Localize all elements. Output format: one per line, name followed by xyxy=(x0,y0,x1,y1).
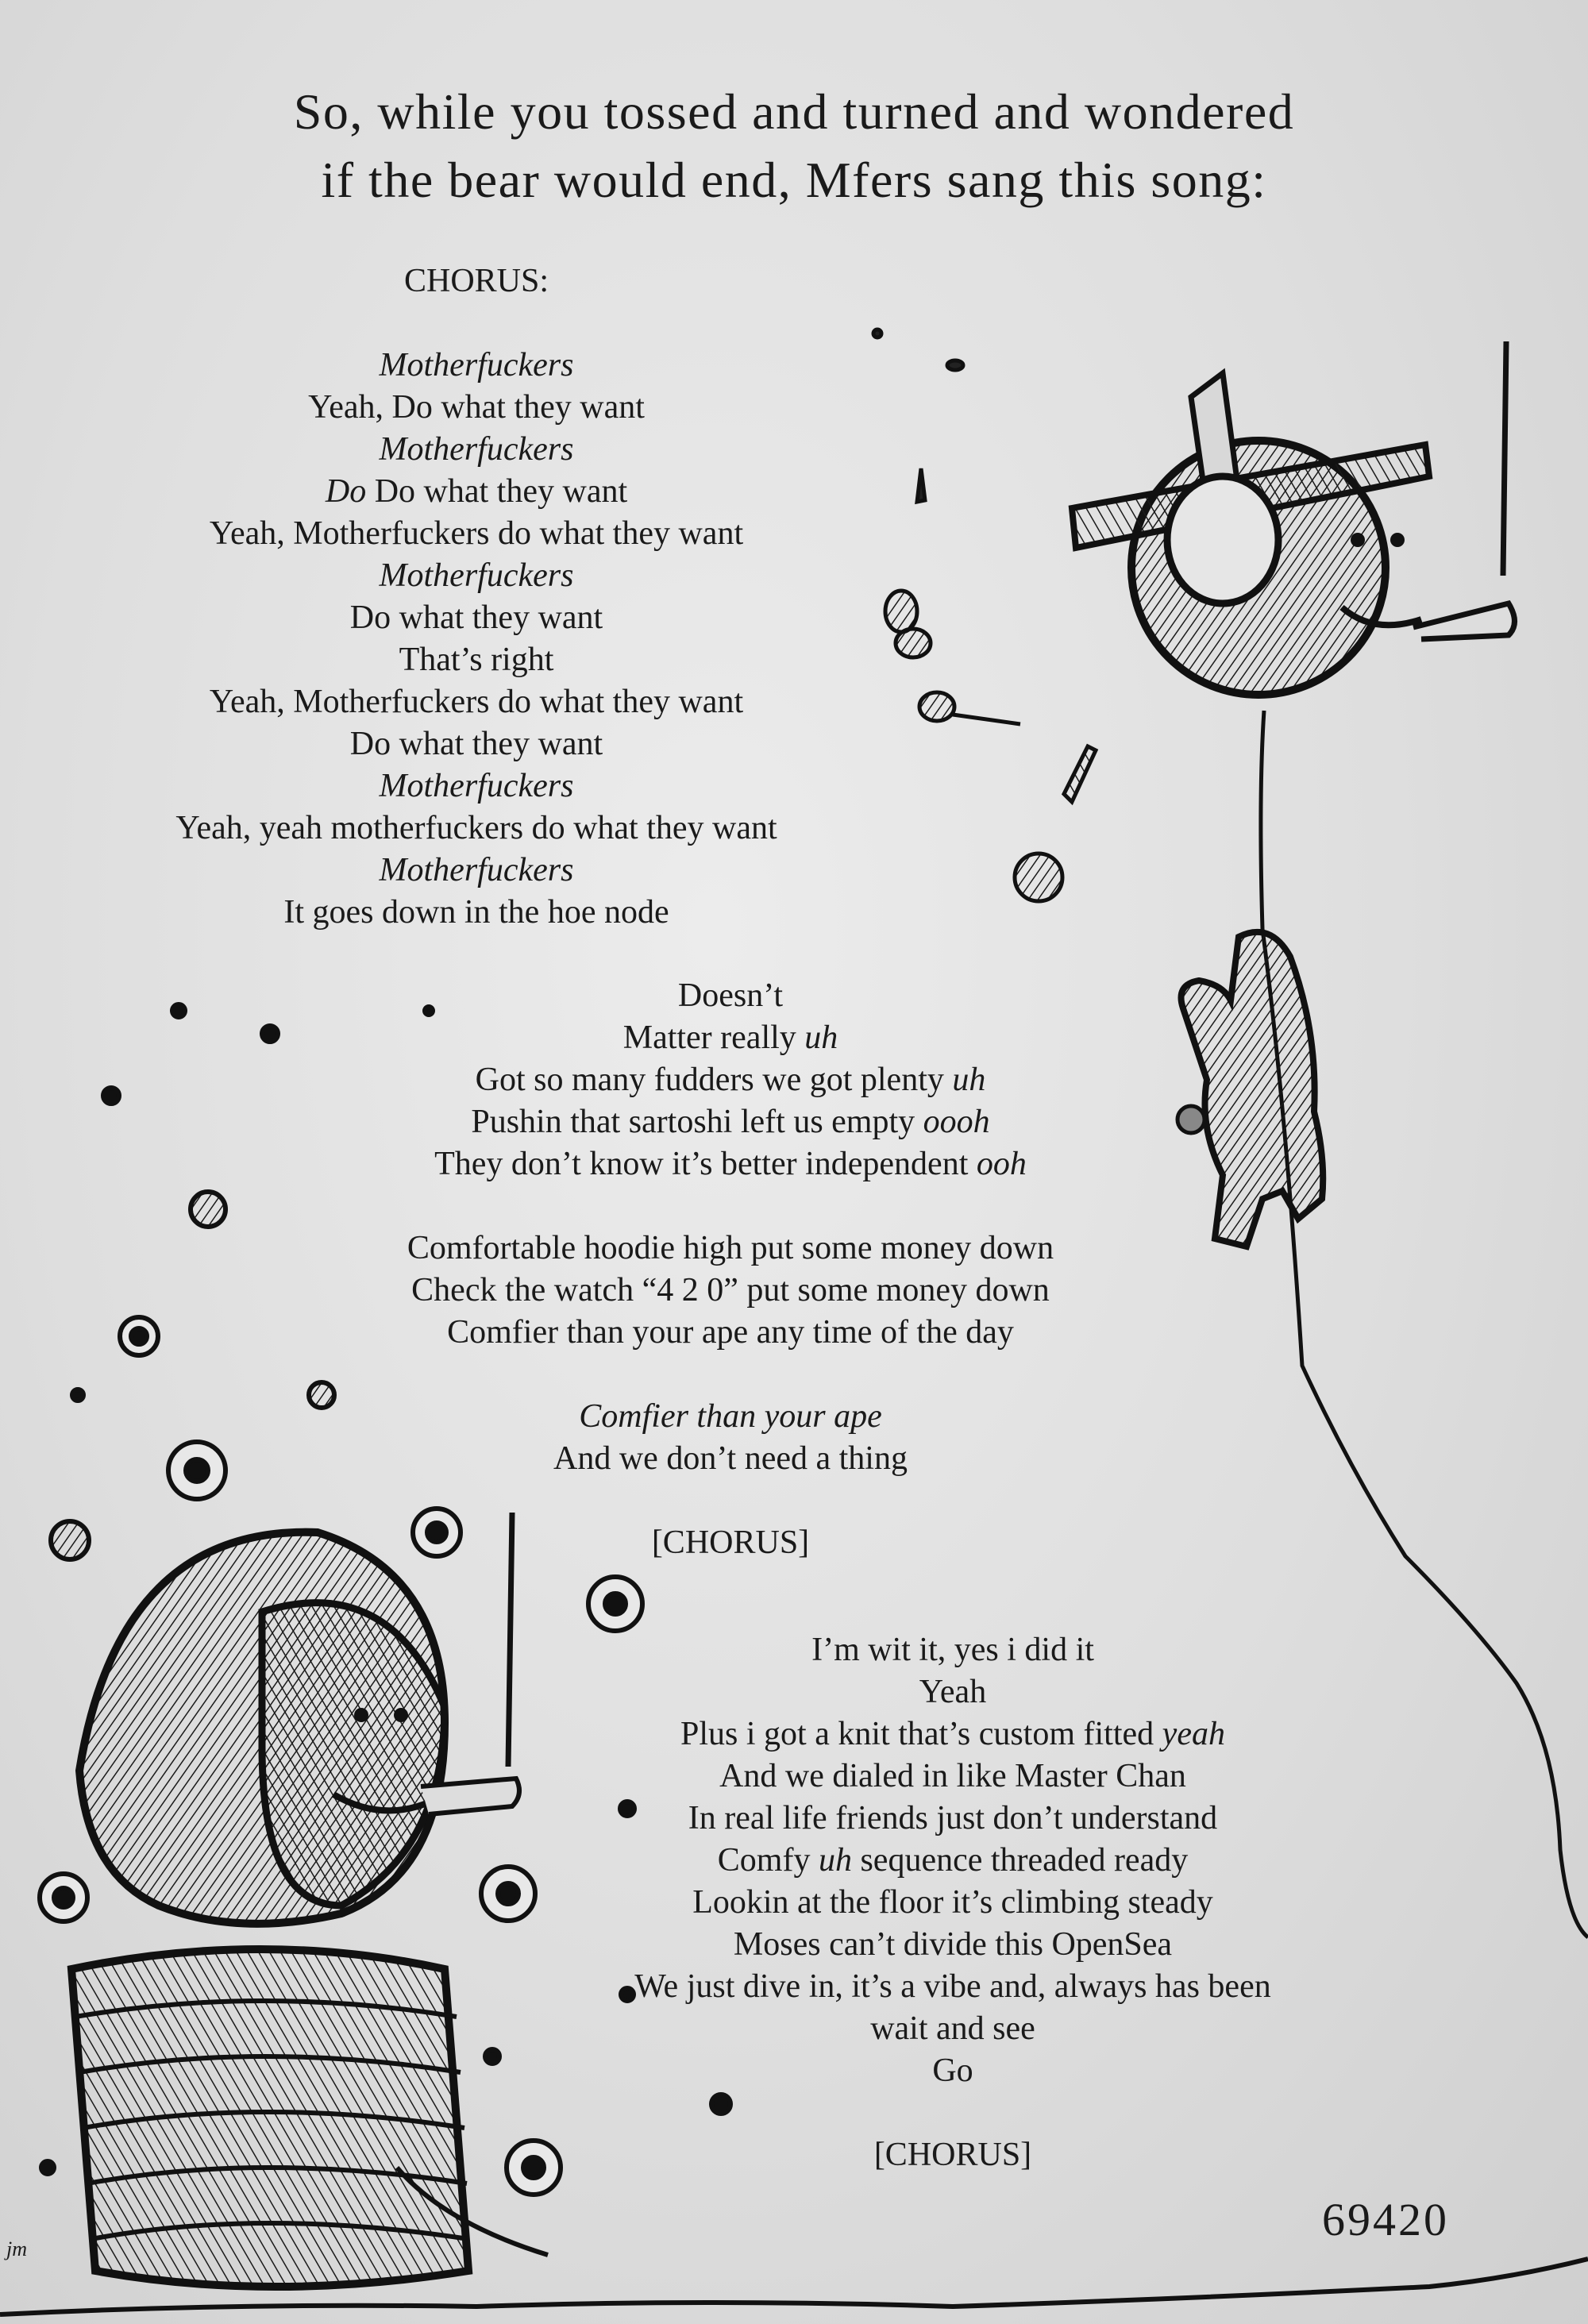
title-line-2: if the bear would end, Mfers sang this song: xyxy=(321,152,1267,208)
lyric-text: It goes down in the hoe node xyxy=(283,894,669,931)
lyric-emphasis: Motherfuckers xyxy=(379,431,574,468)
chorus-lines xyxy=(32,345,921,934)
lyric-text: Do what they want xyxy=(349,726,603,762)
verse-1 xyxy=(333,975,1127,1564)
lyric-line xyxy=(516,1629,1390,1671)
lyric-text: Plus i got a knit that’s custom fitted xyxy=(680,1716,1162,1752)
page-title xyxy=(0,78,1588,214)
lyric-line xyxy=(516,2134,1390,2176)
lyric-text: Do what they want xyxy=(349,599,603,636)
lyric-line xyxy=(516,1924,1390,1966)
lyric-line xyxy=(333,1270,1127,1312)
signature: 69420 xyxy=(1322,2194,1449,2245)
lyric-line xyxy=(516,2050,1390,2092)
lyric-line xyxy=(333,1228,1127,1270)
lyric-line xyxy=(516,1756,1390,1798)
lyric-line xyxy=(333,975,1127,1017)
lyric-text: Lookin at the floor it’s climbing steady xyxy=(692,1884,1213,1921)
lyric-line xyxy=(32,681,921,723)
lyric-line xyxy=(32,597,921,639)
lyric-line xyxy=(32,765,921,807)
lyric-line xyxy=(32,850,921,892)
lyric-emphasis: Comfier than your ape xyxy=(579,1398,882,1435)
lyric-line xyxy=(516,1671,1390,1713)
lyric-emphasis: uh xyxy=(804,1019,838,1056)
lyric-text: I’m wit it, yes i did it xyxy=(811,1632,1094,1668)
lyric-line xyxy=(516,1840,1390,1882)
lyric-emphasis: oooh xyxy=(923,1104,990,1140)
balloon-head-icon xyxy=(1072,341,1515,695)
lyric-text: Yeah xyxy=(919,1674,987,1710)
lyric-text: That’s right xyxy=(399,642,554,678)
lyric-line xyxy=(32,892,921,934)
lyric-line xyxy=(333,1101,1127,1143)
lyric-line xyxy=(32,345,921,387)
lyric-line xyxy=(516,1798,1390,1840)
lyric-line xyxy=(333,1396,1127,1438)
lyric-line xyxy=(516,1966,1390,2008)
stanza-gap xyxy=(32,303,921,345)
lyric-line xyxy=(32,513,921,555)
lyric-line xyxy=(333,1059,1127,1101)
lyric-text: Go xyxy=(932,2052,973,2089)
bear-icon xyxy=(1178,932,1323,1247)
lyric-text: And we dialed in like Master Chan xyxy=(719,1758,1186,1794)
lyric-text: They don’t know it’s better independent xyxy=(434,1146,977,1182)
lyric-text: Comfier than your ape any time of the day xyxy=(447,1314,1014,1351)
lyric-text: wait and see xyxy=(870,2010,1035,2047)
lyric-text: Got so many fudders we got plenty xyxy=(475,1062,953,1098)
lyric-line xyxy=(516,1713,1390,1756)
lyric-emphasis: Motherfuckers xyxy=(379,347,574,383)
lyric-emphasis: ooh xyxy=(976,1146,1027,1182)
lyric-emphasis: Motherfuckers xyxy=(379,557,574,594)
title-line-1: So, while you tossed and turned and wondered xyxy=(293,83,1295,140)
lyric-line xyxy=(333,1143,1127,1185)
lyric-line xyxy=(32,555,921,597)
stanza-gap xyxy=(333,1185,1127,1228)
lyric-text: Matter really xyxy=(622,1019,805,1056)
basket-mfer-icon xyxy=(71,1513,548,2287)
lyric-emphasis: uh xyxy=(818,1842,852,1879)
lyric-text: Do what they want xyxy=(366,473,628,510)
lyric-text: Check the watch “4 2 0” put some money down xyxy=(411,1272,1050,1308)
lyric-line xyxy=(32,429,921,471)
lyric-text: Yeah, Do what they want xyxy=(308,389,645,426)
lyric-text: Pushin that sartoshi left us empty xyxy=(471,1104,923,1140)
lyric-text: Yeah, Motherfuckers do what they want xyxy=(209,684,744,720)
lyric-line xyxy=(516,1882,1390,1924)
lyric-emphasis: Motherfuckers xyxy=(379,768,574,804)
lyric-line xyxy=(333,1522,1127,1564)
verse-2 xyxy=(516,1629,1390,2176)
lyric-text: Comfy xyxy=(717,1842,819,1879)
stanza-gap xyxy=(333,1354,1127,1396)
lyric-emphasis: Motherfuckers xyxy=(379,852,574,888)
artist-initials: jm xyxy=(6,2237,27,2260)
lyric-emphasis: yeah xyxy=(1162,1716,1225,1752)
lyric-line xyxy=(333,1438,1127,1480)
lyric-text: Yeah, yeah motherfuckers do what they want xyxy=(175,810,777,846)
lyric-text: [CHORUS] xyxy=(651,1524,810,1561)
lyric-text: Moses can’t divide this OpenSea xyxy=(733,1926,1173,1963)
lyric-line xyxy=(333,1312,1127,1354)
lyric-line xyxy=(32,723,921,765)
lyric-text: Yeah, Motherfuckers do what they want xyxy=(209,515,744,552)
lyric-line xyxy=(516,2008,1390,2050)
lyric-text: We just dive in, it’s a vibe and, always has been xyxy=(634,1968,1271,2005)
lyric-line xyxy=(32,471,921,513)
lyric-text: [CHORUS] xyxy=(873,2137,1032,2173)
lyric-emphasis: Do xyxy=(325,473,367,510)
lyric-line xyxy=(32,807,921,850)
lyric-line xyxy=(32,639,921,681)
lyric-text: Doesn’t xyxy=(677,977,784,1014)
stanza-gap xyxy=(333,1480,1127,1522)
lyric-text: And we don’t need a thing xyxy=(553,1440,908,1477)
lyric-text: sequence threaded ready xyxy=(851,1842,1189,1879)
chorus-heading: CHORUS: xyxy=(403,263,549,299)
chorus-block xyxy=(32,260,921,934)
lyric-text: In real life friends just don’t understand xyxy=(688,1800,1218,1836)
lyric-line xyxy=(32,387,921,429)
lyric-text: Comfortable hoodie high put some money down xyxy=(407,1230,1054,1266)
lyric-emphasis: uh xyxy=(952,1062,986,1098)
lyric-line xyxy=(333,1017,1127,1059)
stanza-gap xyxy=(516,2092,1390,2134)
